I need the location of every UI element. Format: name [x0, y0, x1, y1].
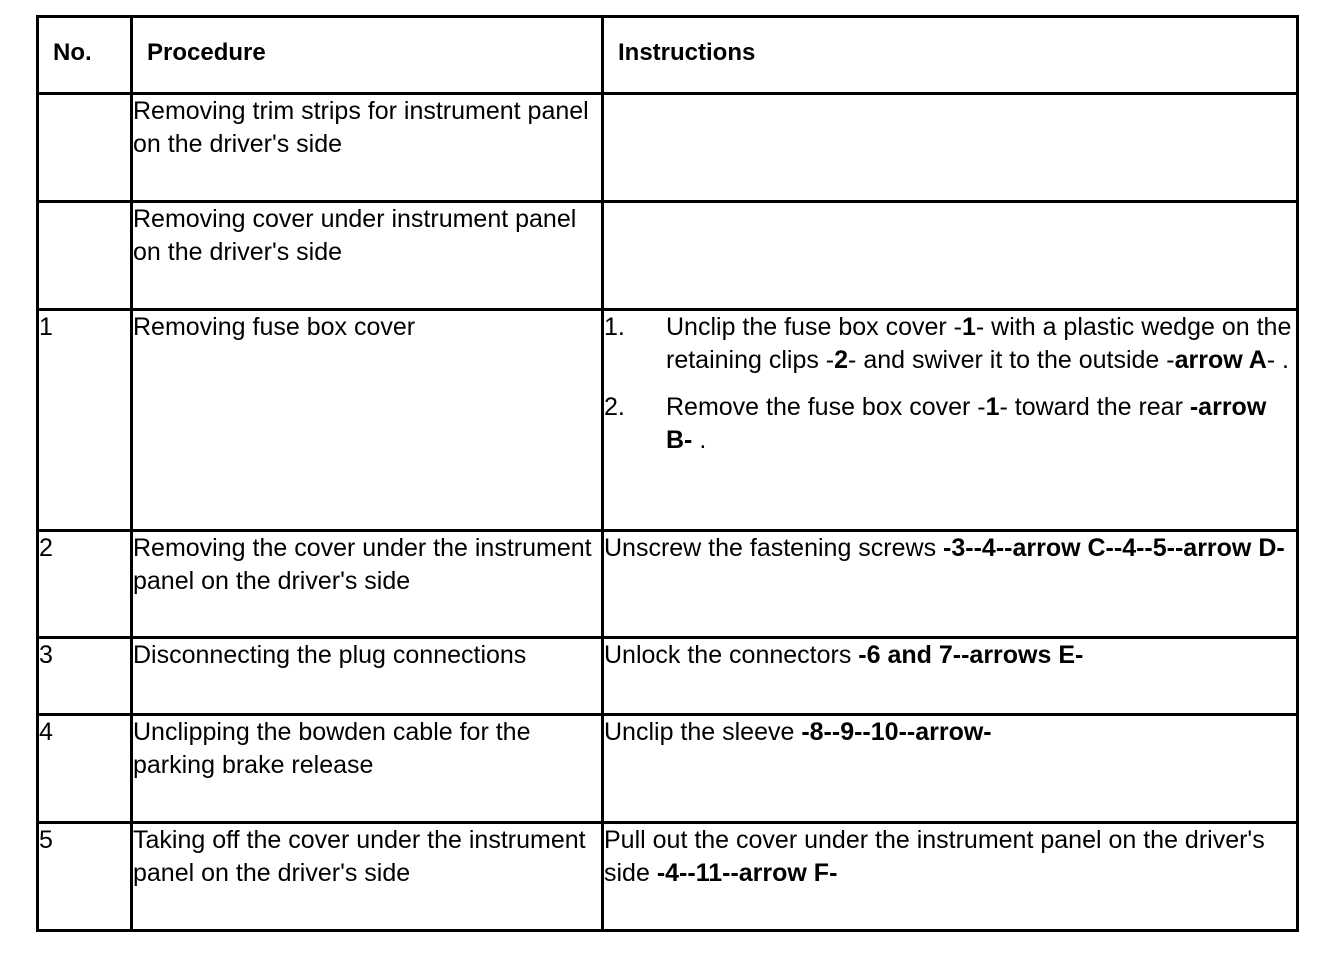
instruction-step — [604, 311, 1296, 377]
header-procedure: Procedure — [132, 17, 603, 94]
row-instructions — [603, 94, 1298, 202]
header-instructions: Instructions — [603, 17, 1298, 94]
step-text: Remove the fuse box cover -1- toward the rear -arrow B- . — [666, 393, 1267, 454]
row-number: 4 — [38, 715, 132, 823]
step-number: 1. — [604, 313, 625, 341]
step-number: 2. — [604, 393, 625, 421]
row-number — [38, 202, 132, 310]
table-row — [38, 202, 1298, 310]
table-row — [38, 310, 1298, 531]
row-instructions: Unscrew the fastening screws -3--4--arrow C--4--5--arrow D- — [603, 531, 1298, 638]
table-row — [38, 715, 1298, 823]
row-instructions: Unlock the connectors -6 and 7--arrows E- — [603, 638, 1298, 715]
row-number: 2 — [38, 531, 132, 638]
row-procedure: Removing fuse box cover — [132, 310, 603, 531]
table-row — [38, 531, 1298, 638]
row-procedure: Disconnecting the plug connections — [132, 638, 603, 715]
row-instructions — [603, 202, 1298, 310]
row-instructions — [603, 310, 1298, 531]
row-procedure: Unclipping the bowden cable for the parking brake release — [132, 715, 603, 823]
row-instructions: Unclip the sleeve -8--9--10--arrow- — [603, 715, 1298, 823]
instruction-step — [604, 391, 1296, 457]
table-row — [38, 638, 1298, 715]
row-procedure: Removing trim strips for instrument panel on the driver's side — [132, 94, 603, 202]
row-number: 1 — [38, 310, 132, 531]
table-row — [38, 94, 1298, 202]
row-number: 5 — [38, 823, 132, 931]
row-procedure: Taking off the cover under the instrument panel on the driver's side — [132, 823, 603, 931]
row-procedure: Removing the cover under the instrument panel on the driver's side — [132, 531, 603, 638]
table-row — [38, 823, 1298, 931]
row-procedure: Removing cover under instrument panel on the driver's side — [132, 202, 603, 310]
step-text: Unclip the fuse box cover -1- with a plastic wedge on the retaining clips -2- and swiver it to the outside -arrow A- . — [666, 313, 1292, 374]
row-number — [38, 94, 132, 202]
header-row — [38, 17, 1298, 94]
row-instructions: Pull out the cover under the instrument panel on the driver's side -4--11--arrow F- — [603, 823, 1298, 931]
row-number: 3 — [38, 638, 132, 715]
procedure-table — [36, 15, 1299, 932]
header-no: No. — [38, 17, 132, 94]
